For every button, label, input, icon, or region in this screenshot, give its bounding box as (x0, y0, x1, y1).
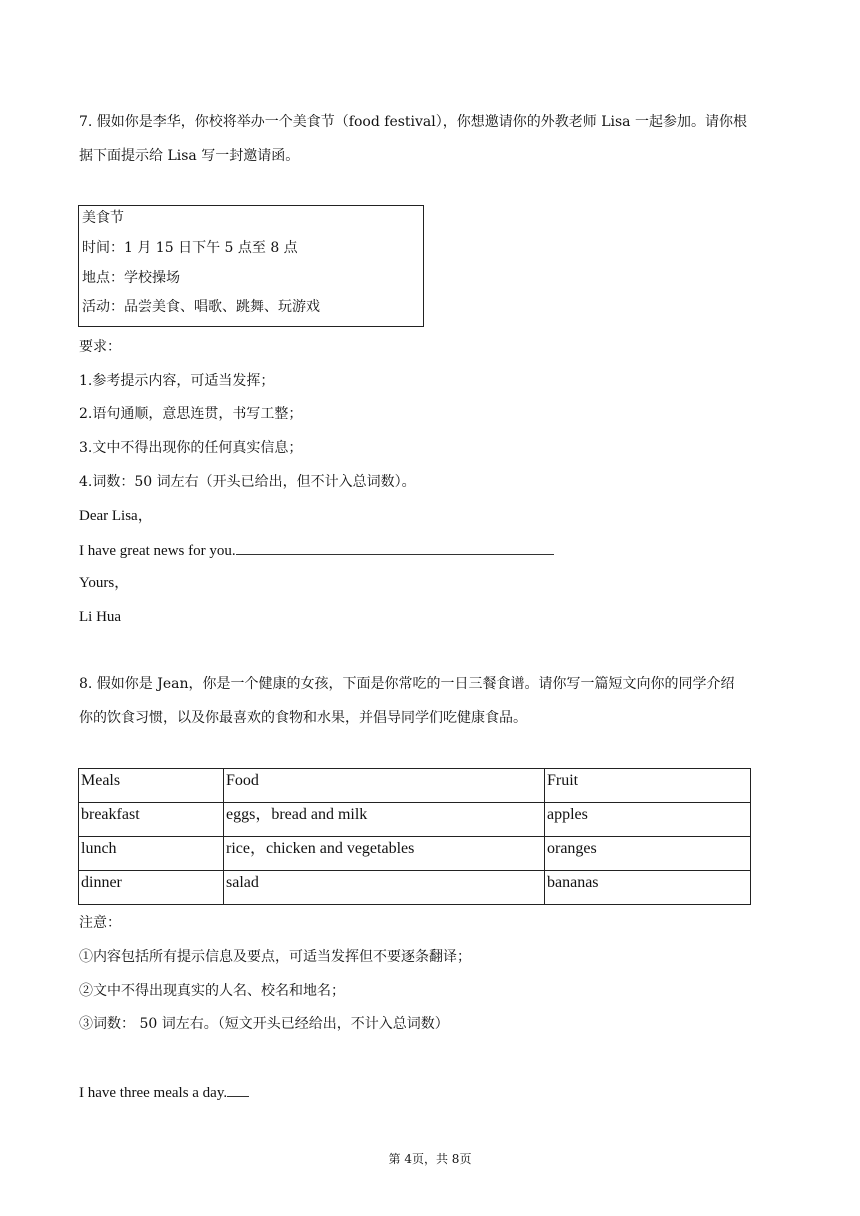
table-cell: breakfast (79, 803, 224, 837)
table-cell: bananas (545, 871, 751, 905)
table-cell: salad (224, 871, 545, 905)
q8-note-3: ③词数： 50 词左右。（短文开头已经给出，不计入总词数） (79, 1016, 449, 1032)
q7-requirement-2: 2.语句通顺，意思连贯，书写工整； (79, 406, 303, 422)
table-header-cell: Food (224, 769, 545, 803)
q7-greeting: Dear Lisa， (79, 508, 153, 524)
table-header-cell: Fruit (545, 769, 751, 803)
q7-requirement-3: 3.文中不得出现你的任何真实信息； (79, 440, 303, 456)
table-cell: dinner (79, 871, 224, 905)
q7-prompt-line-1: 7. 假如你是李华，你校将举办一个美食节（food festival），你想邀请你的外教老师 Lisa 一起参加。请你根 (79, 114, 747, 130)
q7-prompt-line-2: 据下面提示给 Lisa 写一封邀请函。 (79, 148, 300, 164)
q7-requirement-4: 4.词数：50 词左右（开头已给出，但不计入总词数）。 (79, 474, 416, 490)
table-cell: rice，chicken and vegetables (224, 837, 545, 871)
table-header-row (79, 769, 751, 803)
table-cell: apples (545, 803, 751, 837)
q7-box-place: 地点：学校操场 (82, 270, 180, 286)
q8-opening-row (79, 1082, 249, 1102)
q7-box-activities: 活动：品尝美食、唱歌、跳舞、玩游戏 (82, 299, 320, 315)
q7-opening-row (79, 540, 554, 560)
q8-opening-text: I have three meals a day. (79, 1085, 228, 1101)
q7-signature: Li Hua (79, 609, 122, 625)
q8-note-1: ①内容包括所有提示信息及要点，可适当发挥但不要逐条翻译； (79, 949, 471, 965)
q7-box-time: 时间：1 月 15 日下午 5 点至 8 点 (82, 240, 298, 256)
q7-closing: Yours， (79, 575, 130, 591)
table-row (79, 837, 751, 871)
q7-requirement-1: 1.参考提示内容，可适当发挥； (79, 373, 275, 389)
table-cell: oranges (545, 837, 751, 871)
page-footer: 第 4页，共 8页 (388, 1152, 472, 1166)
q8-prompt-line-2: 你的饮食习惯，以及你最喜欢的食物和水果，并倡导同学们吃健康食品。 (79, 710, 527, 726)
q7-requirements-label: 要求： (79, 339, 121, 355)
q7-answer-blank[interactable] (236, 540, 554, 555)
q8-prompt-line-1: 8. 假如你是 Jean，你是一个健康的女孩，下面是你常吃的一日三餐食谱。请你写一篇短文向你的同学介绍 (79, 676, 735, 692)
table-cell: lunch (79, 837, 224, 871)
q8-answer-blank[interactable] (227, 1082, 249, 1097)
table-row (79, 871, 751, 905)
q8-note-2: ②文中不得出现真实的人名、校名和地名； (79, 983, 345, 999)
q8-notes-label: 注意： (79, 915, 121, 931)
q7-opening-text: I have great news for you. (79, 543, 236, 559)
table-row (79, 803, 751, 837)
table-cell: eggs，bread and milk (224, 803, 545, 837)
q7-info-box (78, 205, 424, 327)
table-header-cell: Meals (79, 769, 224, 803)
q8-meals-table (78, 768, 751, 905)
q7-box-title: 美食节 (82, 210, 124, 226)
